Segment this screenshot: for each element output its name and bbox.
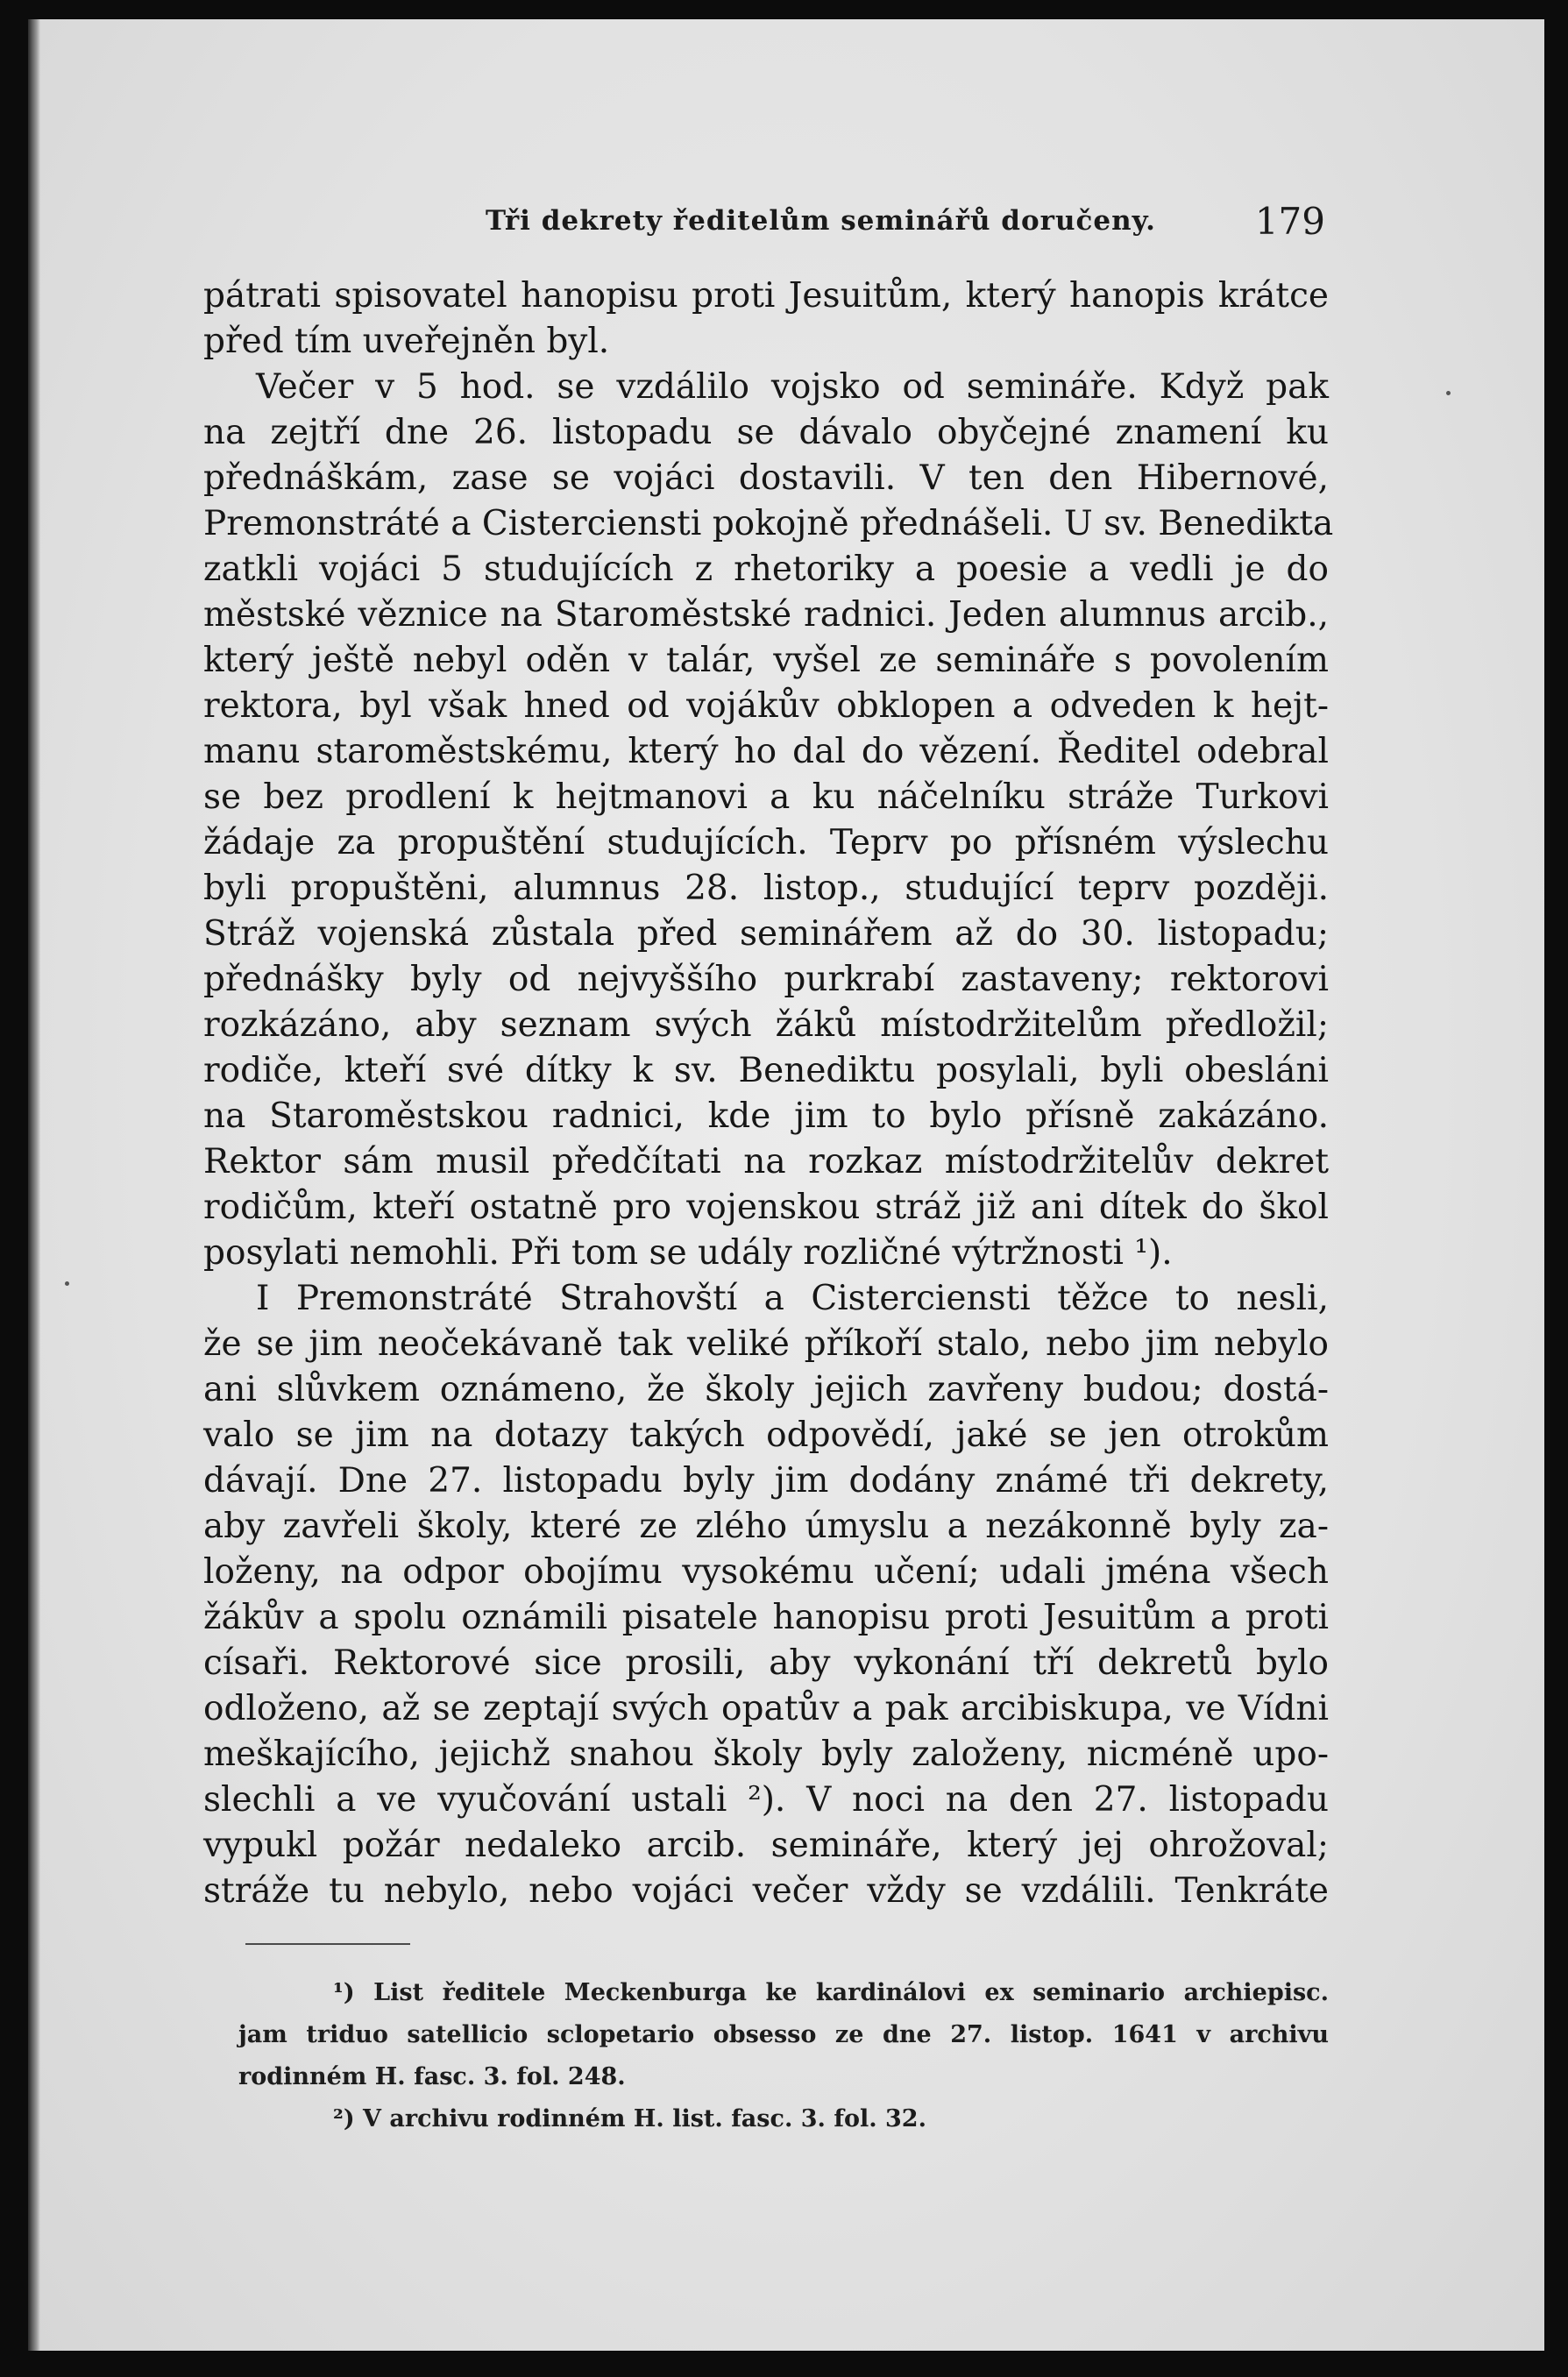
page-number: 179 [1254, 200, 1325, 243]
text-line: meškajícího, jejichž snahou školy byly založeny, nicméně upo- [203, 1735, 1329, 1774]
text-line: odloženo, až se zeptají svých opatův a pak arcibiskupa, ve Vídni [203, 1689, 1329, 1728]
text-line: manu staroměstskému, který ho dal do vězení. Ředitel odebral [203, 732, 1329, 771]
text-line: žádaje za propuštění studujících. Teprv po přísném výslechu [203, 823, 1329, 862]
text-line: rozkázáno, aby seznam svých žáků místodržitelům předložil; [203, 1005, 1329, 1045]
text-line: Premonstráté a Cisterciensti pokojně přednášeli. U sv. Benedikta [203, 504, 1334, 543]
paper-speck [65, 1281, 69, 1286]
text-line: před tím uveřejněn byl. [203, 322, 610, 361]
text-line: Rektor sám musil předčítati na rozkaz místodržitelův dekret [203, 1142, 1329, 1181]
text-line: pátrati spisovatel hanopisu proti Jesuitům, který hanopis krátce [203, 276, 1329, 316]
text-line: na Staroměstskou radnici, kde jim to bylo přísně zakázáno. [203, 1096, 1329, 1136]
footnote-1-line: jam triduo satellicio sclopetario obsesso ze dne 27. listop. 1641 v archivu [238, 2021, 1329, 2048]
text-line: přednášky byly od nejvyššího purkrabí zastaveny; rektorovi [203, 960, 1329, 999]
page-edge-shadow [28, 19, 40, 2351]
footnote-1-line: ¹) List ředitele Meckenburga ke kardinálovi ex seminario archiepisc. [333, 1979, 1329, 2006]
text-line: slechli a ve vyučování ustali ²). V noci na den 27. listopadu [203, 1780, 1329, 1820]
text-line: ani slůvkem oznámeno, že školy jejich zavřeny budou; dostá- [203, 1370, 1329, 1409]
text-line: byli propuštěni, alumnus 28. listop., studující teprv později. [203, 869, 1329, 908]
text-line: na zejtří dne 26. listopadu se dávalo obyčejné znamení ku [203, 413, 1329, 452]
footnote-separator [245, 1943, 410, 1945]
text-line: stráže tu nebylo, nebo vojáci večer vždy se vzdálili. Tenkráte [203, 1871, 1329, 1911]
text-line: posylati nemohli. Při tom se udály rozličné výtržnosti ¹). [203, 1233, 1173, 1273]
text-line: rektora, byl však hned od vojákův obklopen a odveden k hejt- [203, 686, 1329, 726]
text-line: rodičům, kteří ostatně pro vojenskou stráž již ani dítek do škol [203, 1188, 1329, 1227]
text-line: který ještě nebyl oděn v talár, vyšel ze semináře s povolením [203, 641, 1329, 680]
text-line: valo se jim na dotazy takých odpovědí, jaké se jen otrokům [203, 1416, 1329, 1455]
text-line: žákův a spolu oznámili pisatele hanopisu proti Jesuitům a proti [203, 1598, 1329, 1637]
text-line: Stráž vojenská zůstala před seminářem až do 30. listopadu; [203, 914, 1329, 954]
text-line: I Premonstráté Strahovští a Cisterciensti těžce to nesli, [256, 1279, 1329, 1318]
text-line: Večer v 5 hod. se vzdálilo vojsko od semináře. Když pak [256, 367, 1329, 407]
text-line: městské věznice na Staroměstské radnici. Jeden alumnus arcib., [203, 595, 1329, 635]
body-text [203, 273, 1334, 1914]
footnote-2-line: ²) V archivu rodinném H. list. fasc. 3. fol. 32. [333, 2105, 926, 2132]
page-header [205, 200, 1325, 252]
footnotes [228, 1972, 1329, 2140]
text-line: loženy, na odpor obojímu vysokému učení; udali jména všech [203, 1552, 1329, 1592]
text-line: rodiče, kteří své dítky k sv. Benediktu posylali, byli obesláni [203, 1051, 1329, 1090]
running-title: Tři dekrety ředitelům seminářů doručeny. [486, 205, 1156, 237]
text-line: se bez prodlení k hejtmanovi a ku náčelníku stráže Turkovi [203, 777, 1329, 817]
text-line: císaři. Rektorové sice prosili, aby vykonání tří dekretů bylo [203, 1643, 1329, 1683]
text-line: vypukl požár nedaleko arcib. semináře, který jej ohrožoval; [203, 1826, 1329, 1865]
text-line: přednáškám, zase se vojáci dostavili. V ten den Hibernové, [203, 458, 1329, 498]
text-line: dávají. Dne 27. listopadu byly jim dodány známé tři dekrety, [203, 1461, 1329, 1501]
text-line: aby zavřeli školy, které ze zlého úmyslu a nezákonně byly za- [203, 1507, 1329, 1546]
footnote-1-line: rodinném H. fasc. 3. fol. 248. [238, 2063, 626, 2090]
paper-speck [1446, 391, 1451, 395]
text-line: že se jim neočekávaně tak veliké příkoří stalo, nebo jim nebylo [203, 1324, 1329, 1364]
text-line: zatkli vojáci 5 studujících z rhetoriky a poesie a vedli je do [203, 550, 1329, 589]
book-page [28, 19, 1544, 2351]
